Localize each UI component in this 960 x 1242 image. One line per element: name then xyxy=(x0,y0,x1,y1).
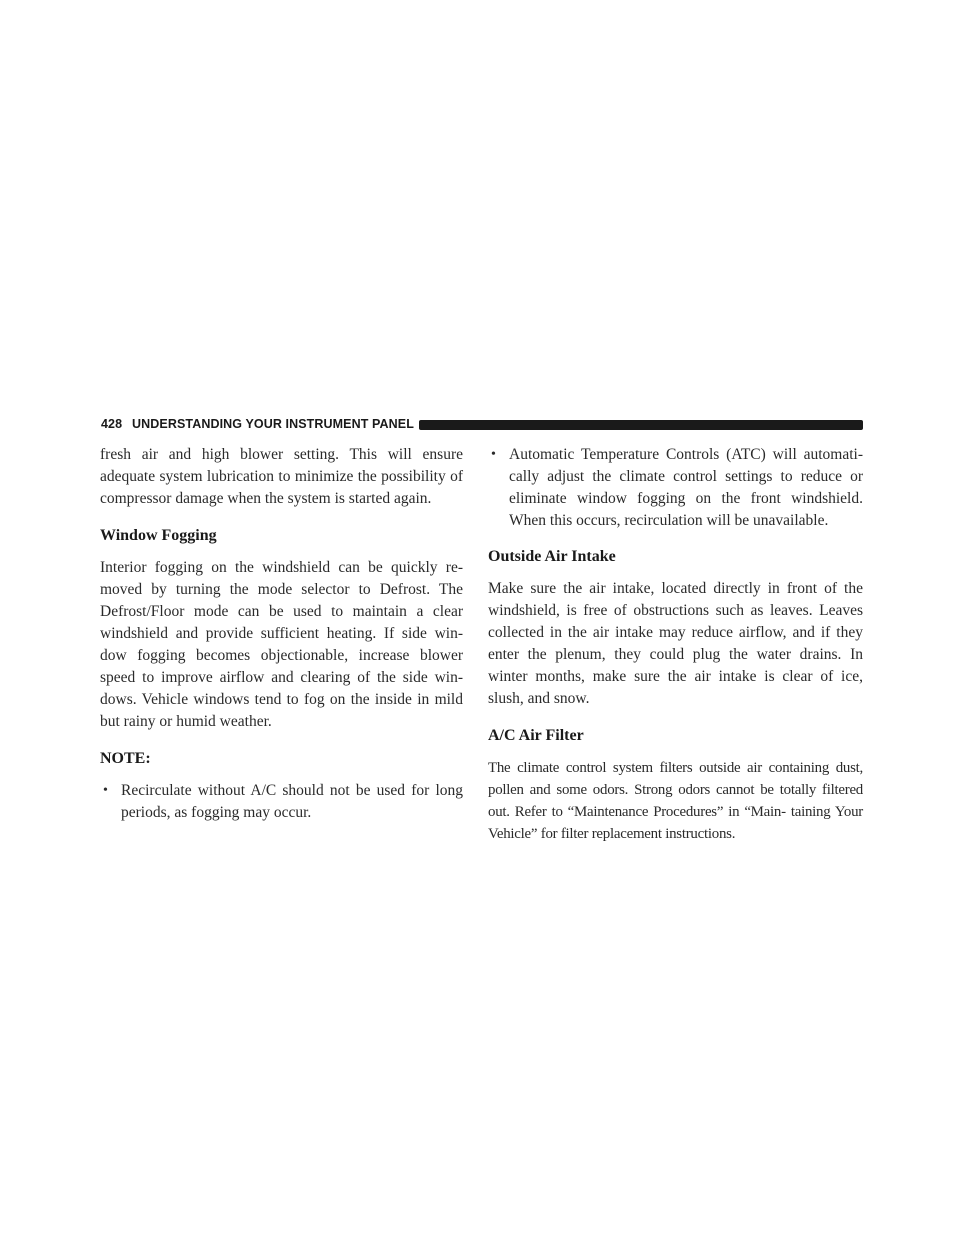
ac-air-filter-paragraph: The climate control system filters outside air containing dust, pollen and some odors. Strong odors cannot be totally filtered out. Refer to “Maintenance Procedures” in “Main- taining Your Vehicle” for filter replacement instructions. xyxy=(488,760,863,842)
page-header xyxy=(101,413,863,433)
outside-air-intake-heading: Outside Air Intake xyxy=(488,548,616,565)
page-number: 428 xyxy=(101,417,123,431)
bullet-text: Recirculate without A/C should not be used for long periods, as fogging may occur. xyxy=(121,782,463,821)
bullet-text: Automatic Temperature Controls (ATC) will automati- cally adjust the climate control settings to reduce or eliminate window fogging on the front windshield. When this occurs, recirculation will be unavailable. xyxy=(509,446,863,529)
right-column xyxy=(488,444,863,860)
note-heading: NOTE: xyxy=(100,750,151,767)
section-title: UNDERSTANDING YOUR INSTRUMENT PANEL xyxy=(132,417,414,431)
ac-air-filter-heading: A/C Air Filter xyxy=(488,727,584,744)
window-fogging-heading: Window Fogging xyxy=(100,527,217,544)
header-rule-bar xyxy=(419,420,863,430)
intro-paragraph: fresh air and high blower setting. This will ensure adequate system lubrication to minimize the possibility of compressor damage when the system is started again. xyxy=(100,446,463,507)
bullet-icon: • xyxy=(491,447,496,462)
bullet-icon: • xyxy=(103,783,108,798)
outside-air-intake-paragraph: Make sure the air intake, located directly in front of the windshield, is free of obstructions such as leaves. Leaves collected in the air intake may reduce airflow, and if they enter the plenum, they could plug the water drains. In winter months, make sure the air intake is clear of ice, slush, and snow. xyxy=(488,580,863,707)
note-bullet-recirculate xyxy=(100,780,463,824)
left-column xyxy=(100,444,463,838)
window-fogging-paragraph: Interior fogging on the windshield can be quickly re- moved by turning the mode selector to Defrost. The Defrost/Floor mode can be used to maintain a clear windshield and provide sufficient heating. If side win- dow fogging becomes objectionable, increase blower speed to improve airflow and clearing of the side win- dows. Vehicle windows tend to fog on the inside in mild but rainy or humid weather. xyxy=(100,559,463,730)
note-bullet-atc xyxy=(488,444,863,532)
